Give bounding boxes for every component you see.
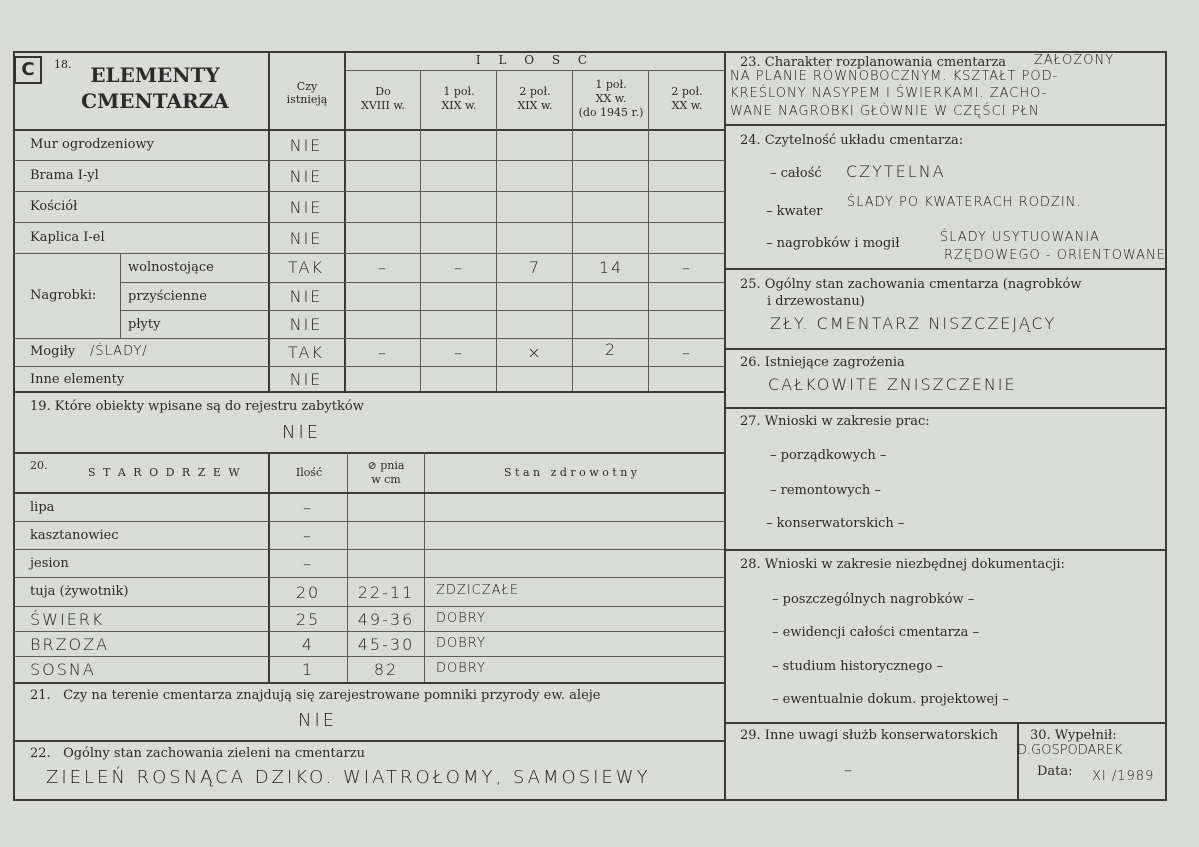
tree-name: SOSNA: [30, 660, 96, 679]
exists-answer: NIE: [289, 167, 323, 186]
section-title: ELEMENTY CMENTARZA: [81, 63, 229, 113]
q24-whole-label: – całość: [770, 166, 822, 181]
row-label: Kościół: [30, 199, 78, 214]
exists-answer: NIE: [289, 229, 323, 248]
q23-answer: NA PLANIE RÓWNOBOCZNYM. KSZTAŁT POD-: [730, 69, 1059, 84]
tree-name: kasztanowiec: [30, 528, 119, 543]
tree-count: 20: [295, 583, 321, 602]
tree-diameter: 22-11: [357, 583, 415, 602]
section-letter: C: [14, 56, 42, 84]
q29-label: 29. Inne uwagi służb konserwatorskich: [740, 728, 999, 743]
period-header: 1 poł. XIX w.: [441, 85, 477, 112]
q26-label: 26. Istniejące zagrożenia: [740, 355, 905, 370]
q23-answer: ZAŁOŻONY: [1034, 53, 1115, 68]
q25-label: 25. Ogólny stan zachowania cmentarza (nagrobków i drzewostanu): [740, 277, 1082, 309]
q27-label: 27. Wnioski w zakresie prac:: [740, 414, 930, 429]
q24-quarters-answer: ŚLADY PO KWATERACH RODZIN.: [847, 195, 1082, 210]
q25-answer: ZŁY. CMENTARZ NISZCZEJĄCY: [770, 314, 1057, 333]
q21-answer: NIE: [298, 710, 338, 731]
quantity-cell: 14: [598, 258, 624, 277]
tree-count: 4: [301, 635, 315, 654]
quantity-cell: –: [454, 258, 464, 277]
tree-state: DOBRY: [436, 611, 486, 626]
tree-count: 25: [295, 610, 321, 629]
q24-graves-answer: ŚLADY USYTUOWANIA: [940, 230, 1100, 245]
q27-item: – remontowych –: [770, 483, 881, 498]
quantity-cell: –: [378, 258, 388, 277]
q20-number: 20.: [30, 459, 48, 472]
q20-header-state: S t a n z d r o w o t n y: [504, 466, 638, 479]
row-label: Kaplica I-el: [30, 230, 105, 245]
quantity-cell: –: [454, 343, 464, 362]
quantity-cell: –: [682, 343, 692, 362]
tree-name: tuja (żywotnik): [30, 584, 129, 599]
q28-item: – ewentualnie dokum. projektowej –: [772, 692, 1009, 707]
q19-answer: NIE: [282, 422, 322, 443]
quantity-cell: –: [378, 343, 388, 362]
q21-label: 21. Czy na terenie cmentarza znajdują się zarejestrowane pomniki przyrody ew. aleje: [30, 688, 601, 703]
q30-name: D.GOSPODAREK: [1017, 743, 1123, 758]
row-label: Mur ogrodzeniowy: [30, 137, 154, 152]
exists-answer: NIE: [289, 198, 323, 217]
period-header: 1 poł. XX w. (do 1945 r.): [578, 78, 644, 119]
q23-answer: WANE NAGROBKI GŁÓWNIE W CZĘŚCI PŁN: [730, 104, 1040, 119]
q28-item: – poszczególnych nagrobków –: [772, 592, 975, 607]
q27-item: – porządkowych –: [770, 448, 887, 463]
q24-whole-answer: CZYTELNA: [846, 162, 946, 181]
q27-item: – konserwatorskich –: [766, 516, 905, 531]
exists-header: Czy istnieją: [286, 80, 328, 106]
period-header: 2 poł. XX w.: [671, 85, 703, 112]
period-header: 2 poł. XIX w.: [517, 85, 553, 112]
tree-count: 1: [301, 660, 315, 679]
handwritten-note: /ŚLADY/: [90, 344, 148, 359]
q24-graves-answer: RZĘDOWEGO - ORIENTOWANE: [944, 248, 1166, 263]
tree-name: ŚWIERK: [30, 610, 105, 629]
q22-label: 22. Ogólny stan zachowania zieleni na cmentarzu: [30, 746, 365, 761]
tree-count: –: [303, 554, 313, 573]
q28-item: – studium historycznego –: [772, 659, 943, 674]
quantity-cell: 2: [604, 340, 618, 359]
q20-header-diameter: ⊘ pnia w cm: [367, 459, 405, 486]
tree-name: lipa: [30, 500, 55, 515]
q28-item: – ewidencji całości cmentarza –: [772, 625, 980, 640]
tree-diameter: 45-30: [357, 635, 415, 654]
tree-name: jesion: [30, 556, 69, 571]
q20-header-count: Ilość: [295, 466, 323, 479]
q26-answer: CAŁKOWITE ZNISZCZENIE: [768, 375, 1017, 394]
q30-date-label: Data:: [1037, 764, 1073, 779]
q29-answer: –: [844, 760, 854, 779]
row-label: Nagrobki:: [30, 288, 97, 303]
exists-answer: NIE: [289, 287, 323, 306]
exists-answer: NIE: [289, 136, 323, 155]
tree-diameter: 82: [373, 660, 399, 679]
q23-answer: KREŚLONY NASYPEM I ŚWIERKAMI. ZACHO-: [730, 86, 1048, 101]
row-label: Inne elementy: [30, 372, 125, 387]
tree-count: –: [303, 526, 313, 545]
q22-answer: ZIELEŃ ROSNĄCA DZIKO. WIATROŁOMY, SAMOSIEWY: [46, 767, 651, 788]
tree-state: DOBRY: [436, 636, 486, 651]
period-header: Do XVIII w.: [361, 85, 405, 112]
q23-label: 23. Charakter rozplanowania cmentarza: [740, 55, 1007, 70]
q30-label: 30. Wypełnił:: [1030, 728, 1117, 743]
row-label: płyty: [128, 317, 161, 332]
q20-header-name: S T A R O D R Z E W: [88, 466, 242, 479]
q24-quarters-label: – kwater: [766, 204, 823, 219]
row-label: Mogiły: [30, 344, 76, 359]
row-label: Brama I-yl: [30, 168, 99, 183]
quantity-cell: –: [682, 258, 692, 277]
quantity-cell: 7: [528, 258, 542, 277]
exists-answer: NIE: [289, 370, 323, 389]
section-number: 18.: [54, 58, 72, 71]
q24-graves-label: – nagrobków i mogił: [766, 236, 900, 251]
quantity-cell: ×: [527, 343, 543, 362]
q19-label: 19. Które obiekty wpisane są do rejestru zabytków: [30, 399, 364, 414]
tree-count: –: [303, 498, 313, 517]
tree-diameter: 49-36: [357, 610, 415, 629]
tree-state: ZDZICZAŁE: [436, 583, 520, 598]
row-label: przyścienne: [128, 289, 207, 304]
row-label: wolnostojące: [128, 260, 214, 275]
exists-answer: NIE: [289, 315, 323, 334]
quantity-header: I L O S C: [475, 53, 595, 67]
q24-label: 24. Czytelność układu cmentarza:: [740, 133, 964, 148]
q30-date: XI /1989: [1092, 769, 1155, 784]
exists-answer: TAK: [288, 258, 324, 277]
q28-label: 28. Wnioski w zakresie niezbędnej dokumentacji:: [740, 557, 1065, 572]
tree-name: BRZOZA: [30, 635, 110, 654]
exists-answer: TAK: [288, 343, 324, 362]
tree-state: DOBRY: [436, 661, 486, 676]
